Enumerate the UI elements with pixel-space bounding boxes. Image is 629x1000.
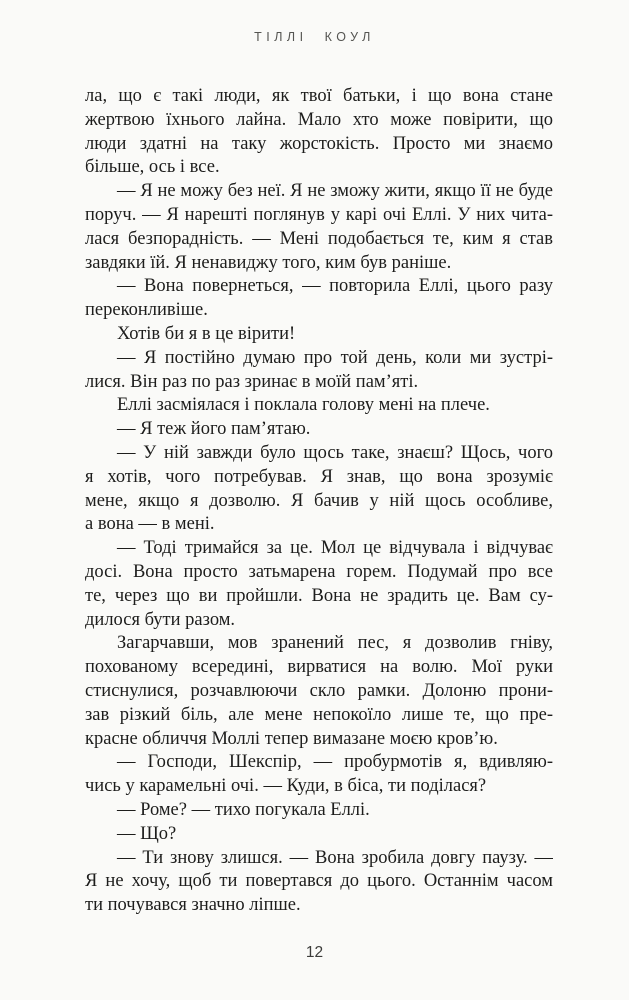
text-line: — Вона повернеться, — повторила Еллі, цього разу [117,276,553,297]
text-line: Хотів би я в це вірити! [117,323,296,344]
text-line: дилося бути разом. [85,609,236,630]
text-line: більше, ось і все. [85,157,220,178]
text-line: чись у карамельні очі. — Куди, в біса, ти поділася? [85,776,487,797]
text-line: — Роме? — тихо погукала Еллі. [117,799,370,820]
text-line: Еллі засміялася і поклала голову мені на плече. [117,395,490,416]
paragraph [85,85,553,180]
text-line: — Я постійно думаю про той день, коли ми зустрі- [117,347,553,368]
text-line: — У ній завжди було щось таке, знаєш? Щось, чого [117,442,553,463]
text-line: — Що? [117,823,177,844]
paragraph [85,799,553,823]
paragraph [85,751,553,799]
text-line: — Тоді тримайся за це. Мол це відчувала і відчуває [117,538,553,559]
text-line: те, через що ви пройшли. Вона не зрадить це. Вам су- [85,585,553,606]
paragraph [85,442,553,537]
text-line: а вона — в мені. [85,514,215,535]
text-line: похованому всередині, вирватися на волю. Мої руки [85,657,553,678]
text-line: — Ти знову злишся. — Вона зробила довгу паузу. — [117,847,553,868]
text-line: ла, що є такі люди, як твої батьки, і що вона стане [85,86,553,106]
page-number: 12 [305,944,324,961]
paragraph [85,323,553,347]
text-line: поруч. — Я нарешті поглянув у карі очі Еллі. У них чита- [85,204,553,225]
paragraph [85,418,553,442]
paragraph [85,632,553,751]
paragraph [85,847,553,918]
text-line: красне обличчя Моллі тепер вимазане моєю кров’ю. [85,728,498,749]
paragraph [85,823,553,847]
text-line: лися. Він раз по раз зринає в моїй пам’яті. [85,371,419,392]
text-line: стиснулися, розчавлюючи скло рамки. Долоню прони- [85,680,553,701]
text-line: — Я не можу без неї. Я не зможу жити, якщо її не буде [117,181,553,202]
text-line: Загарчавши, мов зранений пес, я дозволив гніву, [117,633,553,654]
text-line: — Я теж його пам’ятаю. [117,419,311,440]
text-line: мене, якщо я дозволю. Я бачив у ній щось особливе, [85,490,553,511]
running-header: ТІЛЛІ КОУЛ [254,30,375,44]
text-line: завдяки їй. Я ненавиджу того, ким був раніше. [85,252,452,273]
text-line: — Господи, Шекспір, — пробурмотів я, вдивляю- [117,752,553,773]
text-line: ти почувався значно ліпше. [85,895,301,916]
text-line: лася безпорадність. — Мені подобається те, ким я став [85,228,553,249]
paragraph [85,180,553,275]
paragraph [85,347,553,395]
text-line: люди здатні на таку жорстокість. Просто ми знаємо [85,133,553,154]
body-text-container [85,85,553,918]
paragraph [85,275,553,323]
text-line: жертвою їхнього лайна. Мало хто може повірити, що [85,109,553,130]
text-line: зав різкий біль, але мене непокоїло лише те, що пре- [85,704,553,725]
text-line: переконливіше. [85,300,208,321]
paragraph [85,537,553,632]
text-line: досі. Вона просто затьмарена горем. Подумай про все [85,561,553,582]
text-line: Я не хочу, щоб ти повертався до цього. Останнім часом [85,871,553,892]
paragraph [85,394,553,418]
text-line: я хотів, чого потребував. Я знав, що вона зрозуміє [85,466,553,487]
